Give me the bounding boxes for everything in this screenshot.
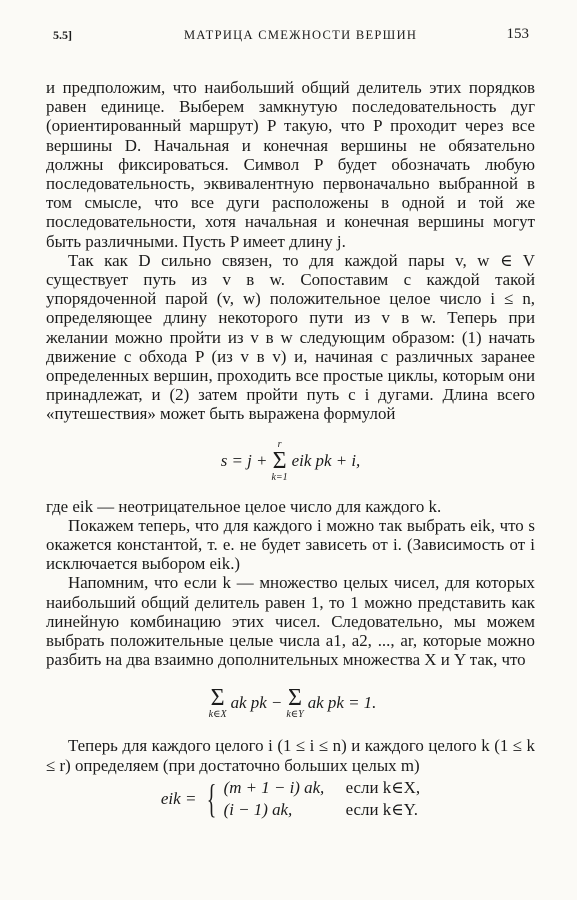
summation-symbol: [271, 439, 287, 483]
sum-lower-limit: k=1: [271, 471, 288, 483]
case-1-expression: (m + 1 − i) ak,: [223, 777, 325, 797]
case-row-2: [224, 799, 420, 821]
paragraph-3: где eik — неотрицательное целое число для каждого k.: [46, 496, 442, 516]
sigma-glyph: Σ: [272, 447, 287, 474]
sum-upper-limit: r: [277, 438, 282, 450]
summation-y: [286, 684, 304, 720]
left-brace: {: [207, 775, 217, 821]
case-1-condition: если k∈X,: [345, 777, 421, 797]
formula-3-lhs: eik =: [160, 789, 197, 809]
formula-1-lhs: s = j +: [220, 450, 268, 470]
paragraph-4: Покажем теперь, что для каждого i можно так выбрать eik, что s окажется константой, т. е. не будет зависеть от i. (Зависимость от i исключается выбором eik.): [46, 515, 535, 574]
section-number: 5.5]: [53, 28, 72, 42]
formula-eik-definition: [46, 777, 535, 821]
case-row-1: [224, 777, 420, 799]
cases-rows: [224, 777, 420, 821]
page-number: 153: [506, 26, 529, 42]
running-header: [46, 26, 535, 48]
sum-y-lower-limit: k∈Y: [286, 708, 304, 720]
paragraph-1: и предположим, что наибольший общий делитель этих порядков равен единице. Выберем замкнутую последовательность дуг (ориентированный маршрут) P такую, что P проходит через все вершины D. Начальная и конечная вершины не обязательно должны фиксироваться. Символ P будет обозначать любую последовательность, эквивалентную первоначально выбранной в том смысле, что все дуги расположены в одной и той же последовательности, хотя начальная и конечная вершины могут быть различными. Пусть P имеет длину j.: [46, 78, 535, 251]
formula-2-term-2: ak pk = 1.: [307, 693, 377, 713]
formula-linear-combination: [46, 678, 535, 728]
formula-path-length: [46, 433, 535, 489]
paragraph-6: Теперь для каждого целого i (1 ≤ i ≤ n) и каждого целого k (1 ≤ k ≤ r) определяем (при достаточно больших целых m): [46, 736, 535, 775]
page-body: [46, 78, 535, 821]
sigma-glyph: Σ: [288, 684, 303, 711]
paragraph-5: Напомним, что если k — множество целых чисел, для которых наибольший общий делитель равен 1, то 1 можно представить как линейную комбинацию этих чисел. Следовательно, мы можем выбрать положительные целые числа a1, a2, ..., ar, которые можно разбить на два взаимно дополнительных множества X и Y так, что: [46, 573, 535, 670]
case-2-condition: если k∈Y.: [345, 799, 418, 819]
sum-x-lower-limit: k∈X: [208, 708, 227, 720]
formula-2-term-1: ak pk −: [230, 693, 283, 713]
paragraph-2: Так как D сильно связен, то для каждой пары v, w ∈ V существует путь из v в w. Сопоставим с каждой такой упорядоченной парой (v, w) положительное целое число i ≤ n, определяющее длину некоторого пути из v в w. Теперь при желании можно пройти из v в w следующим образом: (1) начать движение с обхода P (из v в v) и, начиная с различных заранее определенных вершин, проходить все простые циклы, которым они принадлежат, и (2) затем пройти путь с i дугами. Длина всего «путешествия» может быть выражена формулой: [46, 250, 535, 424]
case-2-expression: (i − 1) ak,: [223, 799, 293, 819]
formula-1-rhs: eik pk + i,: [291, 450, 361, 470]
sigma-glyph: Σ: [210, 684, 225, 711]
summation-x: [208, 684, 227, 720]
running-title: МАТРИЦА СМЕЖНОСТИ ВЕРШИН: [184, 28, 418, 42]
